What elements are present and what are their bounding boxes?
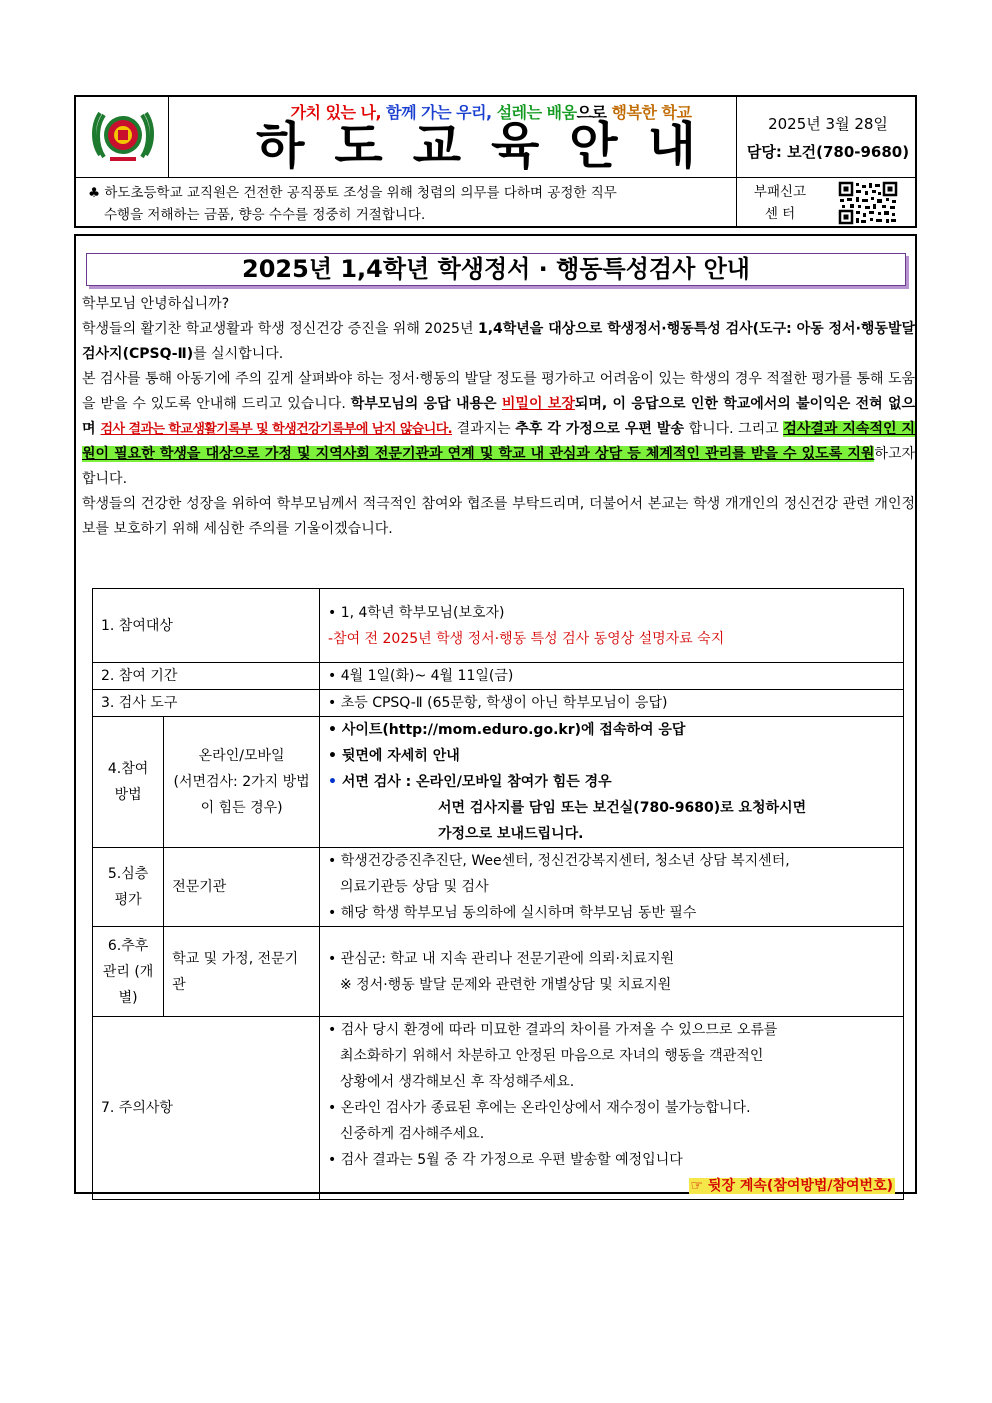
qr-code-icon[interactable] (838, 181, 898, 225)
paragraph-intro (82, 317, 915, 367)
text-run: 되며, 이 응답으로 인한 학교에서의 불이익은 전혀 없으며 (82, 396, 915, 437)
value-line: -참여 전 2025년 학생 정서·행동 특성 검사 동영상 설명자료 숙지 (328, 630, 725, 647)
table-row (93, 848, 904, 927)
header-divider (168, 97, 169, 177)
table-row (93, 1017, 904, 1200)
value-line: • 온라인 검사가 종료된 후에는 온라인상에서 재수정이 불가능합니다. (328, 1100, 751, 1116)
issue-date: 2025년 3월 28일 (768, 115, 888, 133)
row-label: 6.추후 관리 (개별) (93, 927, 164, 1017)
text-run: 하고자 합니다. (82, 446, 915, 487)
value-line: 서면 검사 : 온라인/모바일 참여가 힘든 경우 (341, 774, 612, 790)
value-line: 신중하게 검사해주세요. (340, 1126, 485, 1142)
row-label: 1. 참여대상 (93, 589, 320, 663)
corruption-report-center-label (738, 181, 822, 225)
table-row (93, 690, 904, 717)
value-line: 의료기관등 상담 및 검사 (340, 879, 489, 895)
text-run: 합니다. 그리고 (684, 421, 784, 437)
value-line: • 사이트(http://mom.eduro.go.kr)에 접속하여 응답 (328, 722, 686, 738)
table-row (93, 717, 904, 848)
text-run: 검사결과 지속적인 지원이 필요한 학생을 대상으로 가정 및 지역사회 전문기관과 연계 및 학교 내 관심과 상담 등 체계적인 관리를 받을 수 있도록 지원 (82, 421, 916, 462)
text-run: 비밀이 보장 (501, 396, 575, 412)
greeting: 학부모님 안녕하십니까? (82, 296, 230, 312)
row-label: 7. 주의사항 (93, 1017, 320, 1200)
continued-on-back-note: ☞ 뒷장 계속(참여방법/참여번호) (690, 1178, 893, 1194)
school-emblem-icon (90, 105, 156, 167)
header-bottom-row (76, 177, 915, 228)
slogan-part: 가치 있는 나, (290, 103, 387, 122)
value-line: • 검사 결과는 5월 중 각 가정으로 우편 발송할 예정입니다 (328, 1152, 683, 1168)
text-run: 추후 각 가정으로 우편 발송 (515, 421, 684, 437)
value-line: • 관심군: 학교 내 지속 관리나 전문기관에 의뢰·치료지원 (328, 950, 675, 967)
table-row (93, 927, 904, 1017)
text-run: 결과지는 (452, 421, 516, 437)
paragraph-closing: 학생들의 건강한 성장을 위하여 학부모님께서 적극적인 참여와 협조를 부탁드리며, 더불어서 본교는 학생 개개인의 정신건강 관련 개인정보를 보호하기 위해 세심한 주의를 기울이겠습니다. (82, 496, 915, 537)
integrity-notice (88, 182, 728, 226)
newsletter-header (74, 95, 917, 228)
row-value (320, 848, 904, 927)
slogan-part: 함께 가는 우리, (386, 103, 497, 122)
value-line: 최소화하기 위해서 차분하고 안정된 마음으로 자녀의 행동을 객관적인 (340, 1048, 764, 1064)
row-label: 2. 참여 기간 (93, 663, 320, 690)
row-value (320, 717, 904, 848)
row-sublabel: 전문기관 (164, 848, 320, 927)
contact-info: 담당: 보건(780-9680) (746, 143, 910, 161)
row-value (320, 1017, 904, 1200)
text-run: 1,4학년을 대상으로 학생정서·행동특성 검사(도구: 아동 정서·행동발달 검사지(CPSQ-Ⅱ) (82, 321, 915, 362)
text-run: 학생들의 활기찬 학교생활과 학생 정신건강 증진을 위해 2025년 (82, 321, 478, 337)
value-line: ※ 정서·행동 발달 문제와 관련한 개별상담 및 치료지원 (340, 976, 672, 993)
table-row (93, 663, 904, 690)
table-row (93, 589, 904, 663)
letter-body (82, 292, 915, 542)
sublabel-line: (서면검사: 2가지 방법이 힘든 경우) (173, 774, 310, 816)
main-content-box (74, 234, 917, 1194)
report-line: 센 터 (764, 206, 796, 222)
bullet: • (328, 774, 342, 790)
row-sublabel (164, 717, 320, 848)
header-divider (736, 97, 737, 177)
value-line: • 1, 4학년 학부모님(보호자) (328, 604, 505, 621)
value-line: • 학생건강증진추진단, Wee센터, 정신건강복지센터, 청소년 상담 복지센터, (328, 853, 790, 869)
row-value: • 초등 CPSQ-Ⅱ (65문항, 학생이 아닌 학부모님이 응답) (320, 690, 904, 717)
sublabel-line: 온라인/모바일 (198, 748, 285, 764)
row-label: 5.심층 평가 (93, 848, 164, 927)
document-title: 2025년 1,4학년 학생정서 · 행동특성검사 안내 (86, 253, 906, 286)
slogan-part: 설레는 배움 (496, 103, 577, 122)
header-divider (736, 177, 737, 228)
header-top-row (76, 97, 915, 178)
value-line: 상황에서 생각해보신 후 작성해주세요. (340, 1074, 575, 1090)
value-line: • 해당 학생 학부모님 동의하에 실시하며 학부모님 동반 필수 (328, 905, 697, 921)
text-run: 학부모님의 응답 내용은 (350, 396, 502, 412)
text-run: 검사 결과는 학교생활기록부 및 학생건강기록부에 남지 않습니다. (100, 422, 453, 437)
notice-line: ♣ 하도초등학교 교직원은 건전한 공직풍토 조성을 위해 청렴의 의무를 다하며 공정한 직무 (88, 185, 617, 201)
text-run: 를 실시합니다. (193, 346, 284, 362)
row-value (320, 927, 904, 1017)
row-label: 3. 검사 도구 (93, 690, 320, 717)
row-value: • 4월 1일(화)~ 4월 11일(금) (320, 663, 904, 690)
slogan-part: 으로 (576, 103, 612, 122)
participation-info-table (92, 588, 904, 1200)
row-sublabel: 학교 및 가정, 전문기관 (164, 927, 320, 1017)
report-line: 부패신고 (753, 184, 807, 200)
value-line: 가정으로 보내드립니다. (438, 826, 584, 842)
value-line: • 검사 당시 환경에 따라 미묘한 결과의 차이를 가져올 수 있으므로 오류를 (328, 1022, 778, 1038)
paragraph-details (82, 367, 915, 492)
row-value (320, 589, 904, 663)
notice-line: 수행을 저해하는 금품, 향응 수수를 정중히 거절합니다. (104, 207, 426, 223)
newsletter-title: 하도교육안내 (256, 117, 726, 175)
row-label: 4.참여 방법 (93, 717, 164, 848)
value-line: 서면 검사지를 담임 또는 보건실(780-9680)로 요청하시면 (438, 800, 807, 816)
value-line: • 뒷면에 자세히 안내 (328, 748, 460, 764)
text-run: 본 검사를 통해 아동기에 주의 깊게 살펴봐야 하는 정서·행동의 발달 정도를 평가하고 어려움이 있는 학생의 경우 적절한 평가를 통해 도움을 받을 수 있도록 안내해 드리고 있습니다. (82, 371, 915, 412)
slogan-part: 행복한 학교 (611, 103, 692, 122)
